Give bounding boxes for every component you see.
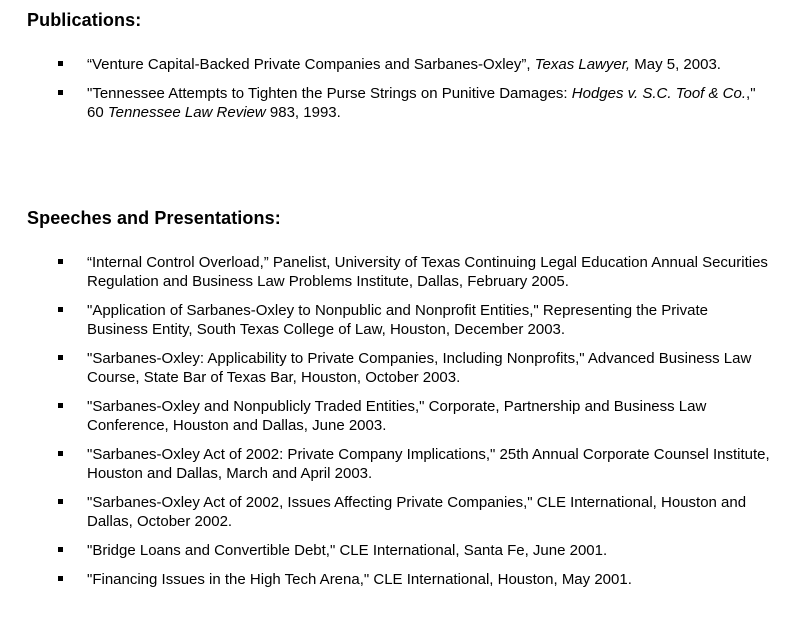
bullet-icon (58, 403, 63, 408)
publications-list (0, 55, 790, 132)
bullet-icon (58, 355, 63, 360)
speech-item (0, 301, 790, 339)
italic-title-text: Tennessee Law Review (107, 104, 266, 121)
speech-item (0, 349, 790, 387)
item-text: "Tennessee Attempts to Tighten the Purse Strings on Punitive Damages: (87, 85, 572, 102)
item-text: "Sarbanes-Oxley and Nonpublicly Traded Entities," Corporate, Partnership and Business Law Conference, Houston and Dallas, June 2003. (87, 398, 707, 434)
bullet-icon (58, 451, 63, 456)
publication-item (0, 84, 790, 122)
italic-title-text: Texas Lawyer, (534, 56, 631, 73)
item-text: "Sarbanes-Oxley: Applicability to Private Companies, Including Nonprofits," Advanced Business Law Course, State Bar of Texas Bar, Houston, October 2003. (87, 350, 752, 386)
speech-item (0, 570, 790, 589)
speech-item (0, 493, 790, 531)
bullet-icon (58, 61, 63, 66)
publications-heading: Publications: (27, 10, 142, 30)
item-text: May 5, 2003. (630, 56, 721, 73)
bullet-icon (58, 547, 63, 552)
item-text: "Application of Sarbanes-Oxley to Nonpublic and Nonprofit Entities," Representing the Private Business Entity, South Texas College of Law, Houston, December 2003. (87, 302, 708, 338)
item-text: “Internal Control Overload,” Panelist, University of Texas Continuing Legal Education Annual Securities Regulation and Business Law Problems Institute, Dallas, February 2005. (87, 254, 768, 290)
item-text: "Bridge Loans and Convertible Debt," CLE International, Santa Fe, June 2001. (87, 542, 608, 559)
item-text: ," 60 (87, 85, 756, 121)
item-text: 983, 1993. (265, 104, 341, 121)
speeches-list (0, 253, 790, 599)
speech-item (0, 445, 790, 483)
speech-item (0, 541, 790, 560)
speeches-heading: Speeches and Presentations: (27, 208, 281, 228)
speech-item (0, 253, 790, 291)
item-text: "Financing Issues in the High Tech Arena," CLE International, Houston, May 2001. (87, 571, 632, 588)
bullet-icon (58, 307, 63, 312)
bullet-icon (58, 90, 63, 95)
italic-title-text: Hodges v. S.C. Toof & Co. (571, 85, 747, 102)
publication-item (0, 55, 790, 74)
item-text: "Sarbanes-Oxley Act of 2002: Private Company Implications," 25th Annual Corporate Counsel Institute, Houston and Dallas, March and April 2003. (87, 446, 770, 482)
speech-item (0, 397, 790, 435)
bullet-icon (58, 259, 63, 264)
bullet-icon (58, 499, 63, 504)
item-text: "Sarbanes-Oxley Act of 2002, Issues Affecting Private Companies," CLE International, Houston and Dallas, October 2002. (87, 494, 747, 530)
item-text: “Venture Capital-Backed Private Companies and Sarbanes-Oxley”, (87, 56, 535, 73)
bullet-icon (58, 576, 63, 581)
